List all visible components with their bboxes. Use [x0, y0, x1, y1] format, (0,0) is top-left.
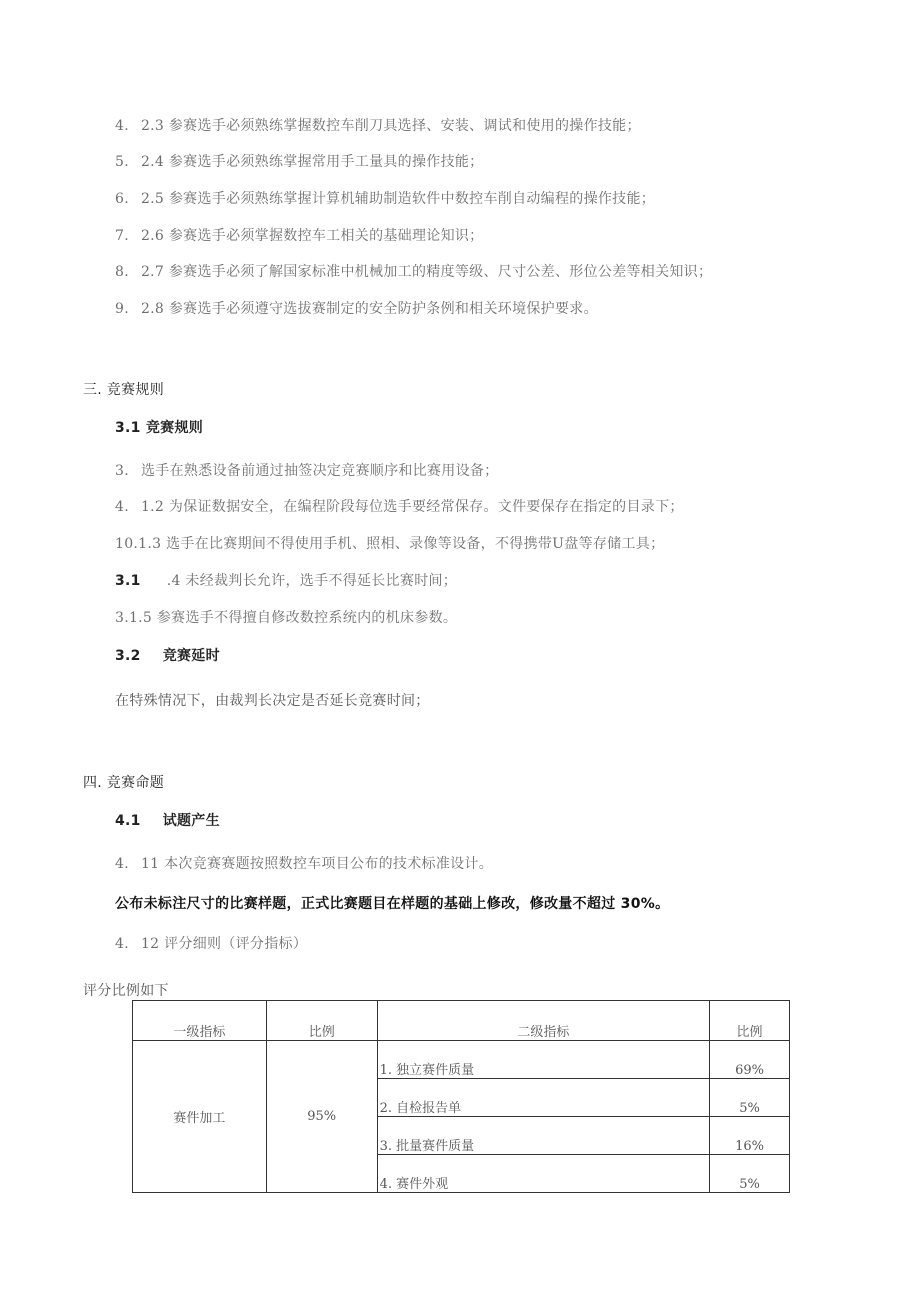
secondary-ratio-cell: 5%: [710, 1079, 790, 1117]
list-item-number: 3.1: [115, 573, 141, 589]
list-item-number: 3.: [115, 463, 129, 479]
section-title: 试题产生: [162, 813, 220, 829]
list-item-text: 1.3 选手在比赛期间不得使用手机、照相、录像等设备，不得携带U盘等存储工具；: [138, 536, 665, 552]
list-item-number: 9.: [115, 301, 129, 317]
list-item: [115, 189, 655, 209]
secondary-indicator-cell: 1. 独立赛件质量: [377, 1041, 709, 1079]
list-item-text: 2.3 参赛选手必须熟练掌握数控车削刀具选择、安装、调试和使用的操作技能；: [140, 118, 641, 134]
list-item: [115, 497, 684, 517]
list-item-number: 5.: [115, 154, 129, 170]
bold-paragraph: 公布未标注尺寸的比赛样题，正式比赛题目在样题的基础上修改，修改量不超过 30%。: [115, 896, 670, 912]
list-item-number: 4.: [115, 118, 129, 134]
list-item-text: 2.7 参赛选手必须了解国家标准中机械加工的精度等级、尺寸公差、形位公差等相关知识；: [140, 264, 713, 280]
table-row: [133, 1041, 790, 1079]
secondary-indicator-cell: 4. 赛件外观: [377, 1155, 709, 1193]
table-header: 一级指标: [133, 1001, 267, 1041]
section-4-title: 四. 竞赛命题: [83, 775, 164, 791]
list-item-number: 10.: [115, 536, 139, 552]
table-header-row: [133, 1001, 790, 1041]
list-item-number: 7.: [115, 228, 129, 244]
list-item: [115, 262, 712, 282]
table-caption: 评分比例如下: [83, 983, 169, 999]
list-item-text: 12 评分细则（评分指标）: [140, 936, 308, 952]
list-item: [115, 116, 641, 136]
list-item-text: .4 未经裁判长允许，选手不得延长比赛时间；: [166, 573, 458, 589]
list-item-text: 2.8 参赛选手必须遵守选拔赛制定的安全防护条例和相关环境保护要求。: [140, 301, 598, 317]
list-item: [115, 461, 498, 481]
table-header: 二级指标: [377, 1001, 709, 1041]
secondary-ratio-cell: 69%: [710, 1041, 790, 1079]
section-number: 4.1: [115, 813, 141, 829]
list-item-text: 2.4 参赛选手必须熟练掌握常用手工量具的操作技能；: [140, 154, 484, 170]
primary-ratio-cell: 95%: [266, 1041, 377, 1193]
paragraph: 在特殊情况下，由裁判长决定是否延长竞赛时间；: [115, 693, 430, 709]
list-item: [115, 534, 664, 554]
list-item-text: 2.5 参赛选手必须熟练掌握计算机辅助制造软件中数控车削自动编程的操作技能；: [140, 191, 656, 207]
section-3-title: 三. 竞赛规则: [83, 382, 164, 398]
list-item: [115, 608, 457, 628]
table-header: 比例: [710, 1001, 790, 1041]
list-item-text: 3.1.5 参赛选手不得擅自修改数控系统内的机床参数。: [115, 610, 458, 626]
primary-indicator-cell: 赛件加工: [133, 1041, 267, 1193]
section-number: 3.2: [115, 648, 141, 664]
section-title: 竞赛延时: [162, 648, 220, 664]
list-item: [115, 299, 598, 319]
score-table: [132, 1000, 790, 1193]
list-item-text: 1.2 为保证数据安全，在编程阶段每位选手要经常保存。文件要保存在指定的目录下；: [140, 499, 684, 515]
list-item-text: 2.6 参赛选手必须掌握数控车工相关的基础理论知识；: [140, 228, 484, 244]
secondary-ratio-cell: 5%: [710, 1155, 790, 1193]
secondary-indicator-cell: 3. 批量赛件质量: [377, 1117, 709, 1155]
secondary-indicator-cell: 2. 自检报告单: [377, 1079, 709, 1117]
list-item-number: 4.: [115, 936, 129, 952]
list-item: [115, 854, 493, 874]
list-item: [115, 571, 457, 591]
section-3-1-title: 3.1 竞赛规则: [115, 420, 204, 436]
list-item: [115, 934, 307, 954]
section-4-1-title: [115, 811, 220, 831]
list-item-number: 8.: [115, 264, 129, 280]
section-3-2-title: [115, 646, 220, 666]
list-item-text: 11 本次竞赛赛题按照数控车项目公布的技术标准设计。: [140, 856, 494, 872]
list-item-number: 6.: [115, 191, 129, 207]
list-item-text: 选手在熟悉设备前通过抽签决定竞赛顺序和比赛用设备；: [140, 463, 499, 479]
list-item: [115, 226, 483, 246]
table-header: 比例: [266, 1001, 377, 1041]
list-item: [115, 152, 483, 172]
list-item-number: 4.: [115, 856, 129, 872]
secondary-ratio-cell: 16%: [710, 1117, 790, 1155]
list-item-number: 4.: [115, 499, 129, 515]
